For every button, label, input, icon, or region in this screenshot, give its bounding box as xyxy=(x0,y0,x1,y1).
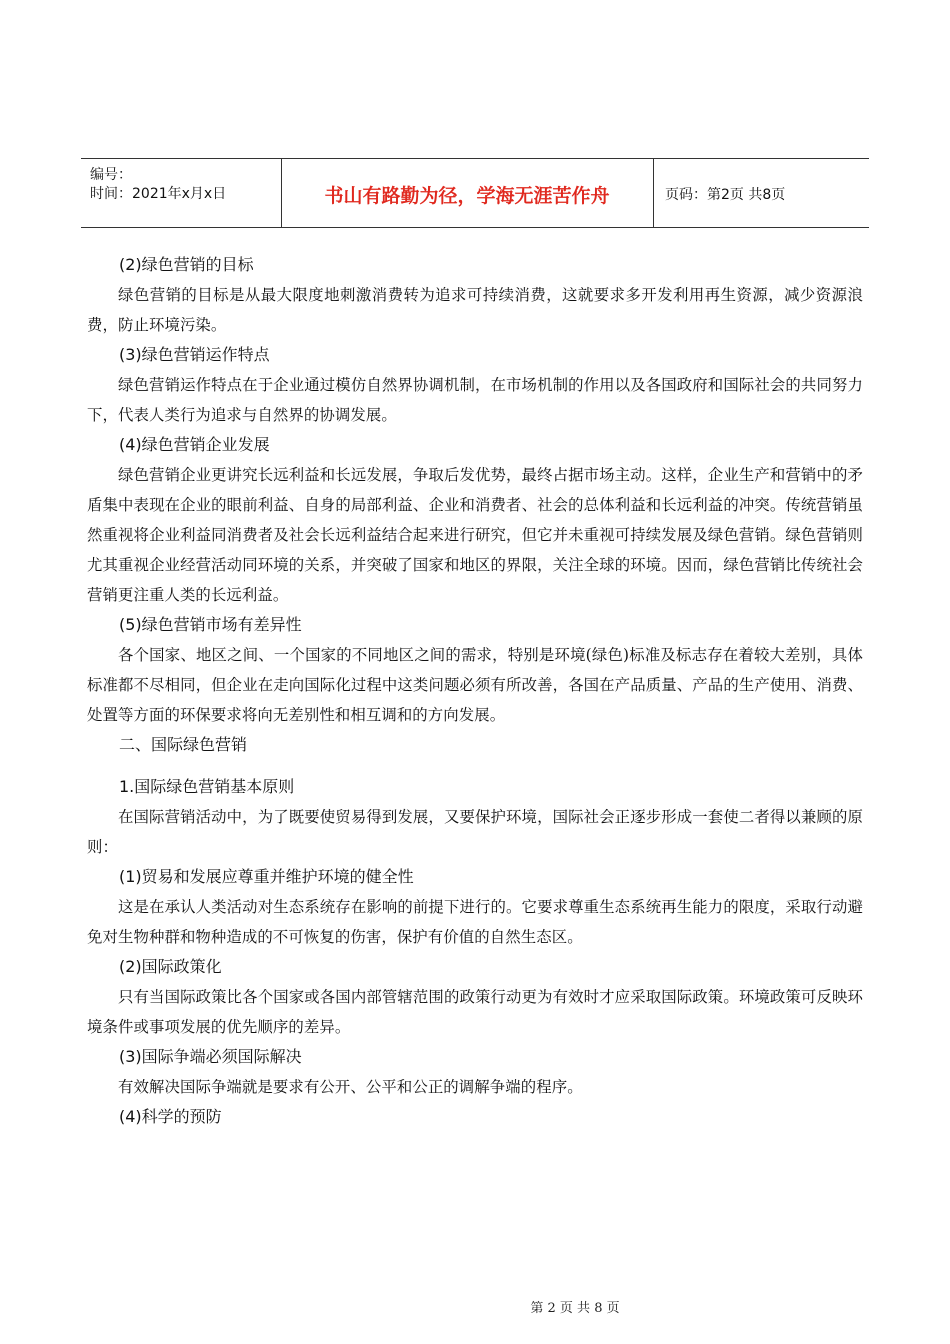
paragraph: 各个国家、地区之间、一个国家的不同地区之间的需求，特别是环境(绿色)标准及标志存在着较大差别，具体标准都不尽相同，但企业在走向国际化过程中这类问题必须有所改善，各国在产品质量、产品的生产使用、消费、处置等方面的环保要求将向无差别性和相互调和的方向发展。 xyxy=(87,646,863,724)
footer-page-number: 第 2 页 共 8 页 xyxy=(530,1301,620,1316)
paragraph: 绿色营销运作特点在于企业通过模仿自然界协调机制，在市场机制的作用以及各国政府和国际社会的共同努力下，代表人类行为追求与自然界的协调发展。 xyxy=(87,376,863,424)
section-heading: (3)国际争端必须国际解决 xyxy=(119,1047,302,1066)
section-gap xyxy=(87,760,863,772)
section-heading: 二、国际绿色营销 xyxy=(119,735,248,754)
paragraph: 绿色营销的目标是从最大限度地刺激消费转为追求可持续消费，这就要求多开发利用再生资源，减少资源浪费，防止环境污染。 xyxy=(87,286,863,334)
section-heading: (3)绿色营销运作特点 xyxy=(119,345,270,364)
paragraph: 有效解决国际争端就是要求有公开、公平和公正的调解争端的程序。 xyxy=(118,1078,583,1096)
number-label: 编号： xyxy=(90,167,132,183)
section-heading: (4)绿色营销企业发展 xyxy=(119,435,270,454)
paragraph: 绿色营销企业更讲究长远利益和长远发展，争取后发优势，最终占据市场主动。这样，企业生产和营销中的矛盾集中表现在企业的眼前利益、自身的局部利益、企业和消费者、社会的总体利益和长远利益的冲突。传统营销虽然重视将企业利益同消费者及社会长远利益结合起来进行研究，但它并未重视可持续发展及绿色营销。绿色营销则尤其重视企业经营活动同环境的关系，并突破了国家和地区的界限，关注全球的环境。因而，绿色营销比传统社会营销更注重人类的长远利益。 xyxy=(87,466,863,604)
paragraph: 只有当国际政策比各个国家或各国内部管辖范围的政策行动更为有效时才应采取国际政策。环境政策可反映环境条件或事项发展的优先顺序的差异。 xyxy=(87,988,863,1036)
section-heading: 1.国际绿色营销基本原则 xyxy=(119,777,295,796)
header-info-cell xyxy=(81,159,282,227)
time-label: 时间：2021年x月x日 xyxy=(90,186,227,202)
page-footer xyxy=(0,1297,950,1316)
section-heading: (2)绿色营销的目标 xyxy=(119,255,254,274)
paragraph: 这是在承认人类活动对生态系统存在影响的前提下进行的。它要求尊重生态系统再生能力的限度，采取行动避免对生物种群和物种造成的不可恢复的伤害，保护有价值的自然生态区。 xyxy=(87,898,863,946)
document-body xyxy=(87,250,863,1132)
header-page-cell xyxy=(653,159,869,227)
paragraph: 在国际营销活动中，为了既要使贸易得到发展，又要保护环境，国际社会正逐步形成一套使二者得以兼顾的原则： xyxy=(87,808,863,856)
section-heading: (4)科学的预防 xyxy=(119,1107,222,1126)
page-code: 页码：第2页 共8页 xyxy=(665,187,786,203)
section-heading: (2)国际政策化 xyxy=(119,957,222,976)
header-motto-cell xyxy=(281,159,654,227)
motto: 书山有路勤为径，学海无涯苦作舟 xyxy=(324,185,610,207)
section-heading: (1)贸易和发展应尊重并维护环境的健全性 xyxy=(119,867,414,886)
page-header xyxy=(81,158,869,228)
section-heading: (5)绿色营销市场有差异性 xyxy=(119,615,302,634)
